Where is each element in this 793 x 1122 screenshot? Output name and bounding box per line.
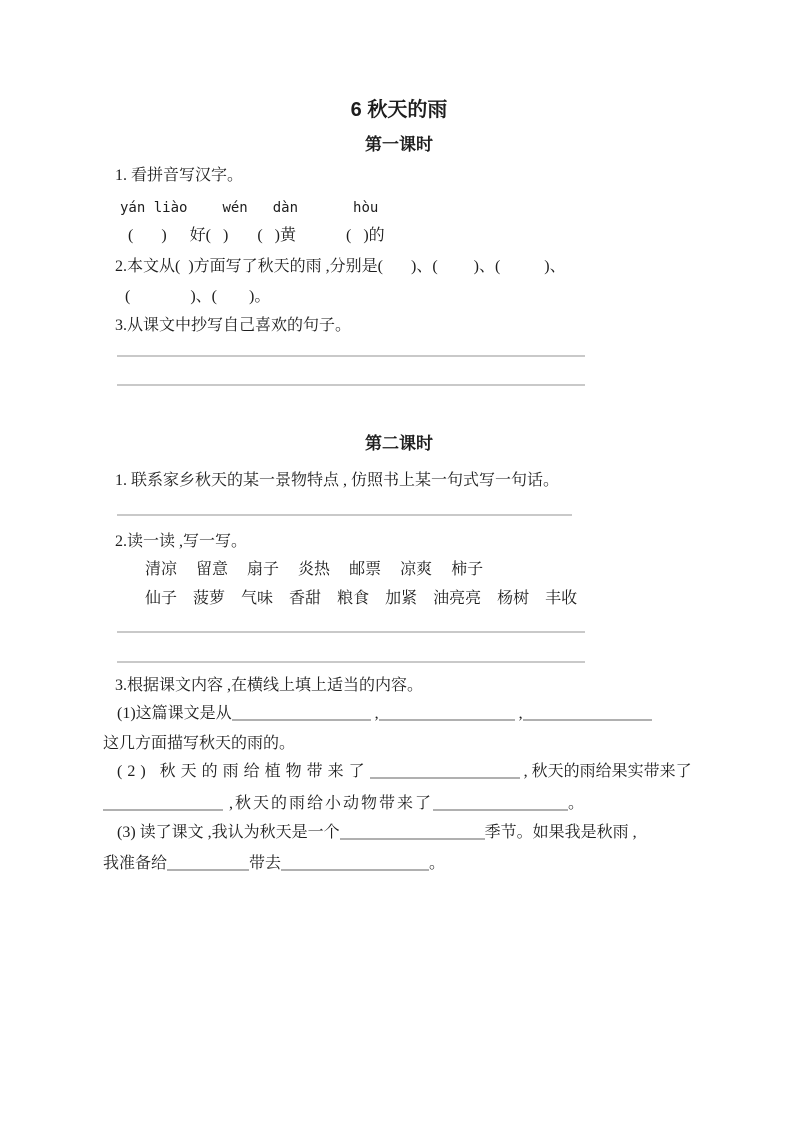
pinyin-item: hòu bbox=[353, 200, 379, 216]
fill-in-blank bbox=[379, 704, 515, 721]
text-run: 。 bbox=[429, 855, 446, 872]
answer-line bbox=[117, 611, 585, 633]
bracket-blank: 好( ) bbox=[189, 227, 229, 244]
word-item: 扇子 bbox=[247, 561, 280, 578]
word-list-row2 bbox=[145, 587, 695, 611]
pinyin-item: wén bbox=[222, 200, 248, 216]
text-run: 带去 bbox=[249, 855, 282, 872]
s1-question3-label: 3.从课文中抄写自己喜欢的句子。 bbox=[115, 317, 352, 334]
bracket-blank: ( ) bbox=[128, 227, 167, 244]
word-item: 清凉 bbox=[145, 561, 178, 578]
word-item: 粮食 bbox=[337, 590, 370, 607]
word-item: 留意 bbox=[196, 561, 229, 578]
q3-sub1-line1 bbox=[117, 702, 695, 726]
q3-sub2-line1 bbox=[117, 760, 695, 784]
fill-in-blank bbox=[103, 794, 223, 811]
fill-in-blank bbox=[281, 854, 429, 871]
word-item: 加紧 bbox=[385, 590, 418, 607]
word-item: 炎热 bbox=[298, 561, 331, 578]
pinyin-item: dàn bbox=[272, 200, 299, 216]
answer-line bbox=[117, 338, 585, 357]
s2-question2-label: 2.读一读 ,写一写。 bbox=[115, 533, 248, 550]
fill-in-blank bbox=[370, 762, 520, 779]
pinyin-row bbox=[103, 198, 695, 218]
word-item: 凉爽 bbox=[400, 561, 433, 578]
word-item: 菠萝 bbox=[193, 590, 226, 607]
word-item: 柿子 bbox=[451, 561, 484, 578]
q3-sub3-line2 bbox=[103, 852, 695, 876]
word-item: 油亮亮 bbox=[433, 590, 482, 607]
text-run: , 秋天的雨给果实带来了 bbox=[519, 763, 692, 780]
word-list-row1 bbox=[145, 558, 695, 582]
section2-heading: 第二课时 bbox=[365, 434, 433, 453]
s1-question2-line1: 2.本文从( )方面写了秋天的雨 ,分别是( )、( )、( )、 bbox=[115, 258, 566, 275]
answer-line bbox=[117, 357, 585, 386]
word-item: 香甜 bbox=[289, 590, 322, 607]
pinyin-item: yán liào bbox=[120, 200, 188, 216]
section1-heading: 第一课时 bbox=[365, 135, 433, 154]
word-item: 邮票 bbox=[349, 561, 382, 578]
text-run: ,秋天的雨给小动物带来了 bbox=[223, 795, 434, 812]
text-run: (2) 秋天的雨给植物带来了 bbox=[117, 763, 370, 780]
fill-in-blank bbox=[232, 704, 371, 721]
q3-sub1-line2: 这几方面描写秋天的雨的。 bbox=[103, 735, 296, 752]
text-run: 。 bbox=[568, 795, 585, 812]
page-title: 6 秋天的雨 bbox=[350, 99, 448, 121]
word-item: 杨树 bbox=[497, 590, 530, 607]
text-run: , bbox=[514, 705, 523, 722]
fill-in-blank bbox=[523, 704, 652, 721]
s1-question1-label: 1. 看拼音写汉字。 bbox=[115, 167, 244, 184]
text-run: (3) 读了课文 ,我认为秋天是一个 bbox=[117, 824, 340, 841]
text-run: , bbox=[370, 705, 379, 722]
word-item: 仙子 bbox=[145, 590, 178, 607]
text-run: 季节。如果我是秋雨 , bbox=[484, 824, 637, 841]
s1-question2-line2: ( )、( )。 bbox=[125, 288, 271, 305]
bracket-blank: ( )黄 bbox=[257, 227, 296, 244]
word-item: 丰收 bbox=[545, 590, 578, 607]
s2-question3-label: 3.根据课文内容 ,在横线上填上适当的内容。 bbox=[115, 677, 424, 694]
fill-in-blank bbox=[433, 794, 568, 811]
s2-question1-label: 1. 联系家乡秋天的某一景物特点 , 仿照书上某一句式写一句话。 bbox=[115, 472, 560, 489]
word-item: 气味 bbox=[241, 590, 274, 607]
text-run: 我准备给 bbox=[103, 855, 168, 872]
text-run: (1)这篇课文是从 bbox=[117, 705, 232, 722]
fill-in-blank bbox=[340, 823, 485, 840]
q3-sub2-line2 bbox=[103, 792, 695, 816]
answer-line bbox=[117, 633, 585, 663]
answer-bracket-row bbox=[103, 224, 695, 248]
q3-sub3-line1 bbox=[117, 821, 695, 845]
bracket-blank: ( )的 bbox=[346, 227, 385, 244]
answer-line bbox=[117, 493, 572, 516]
fill-in-blank bbox=[167, 854, 249, 871]
